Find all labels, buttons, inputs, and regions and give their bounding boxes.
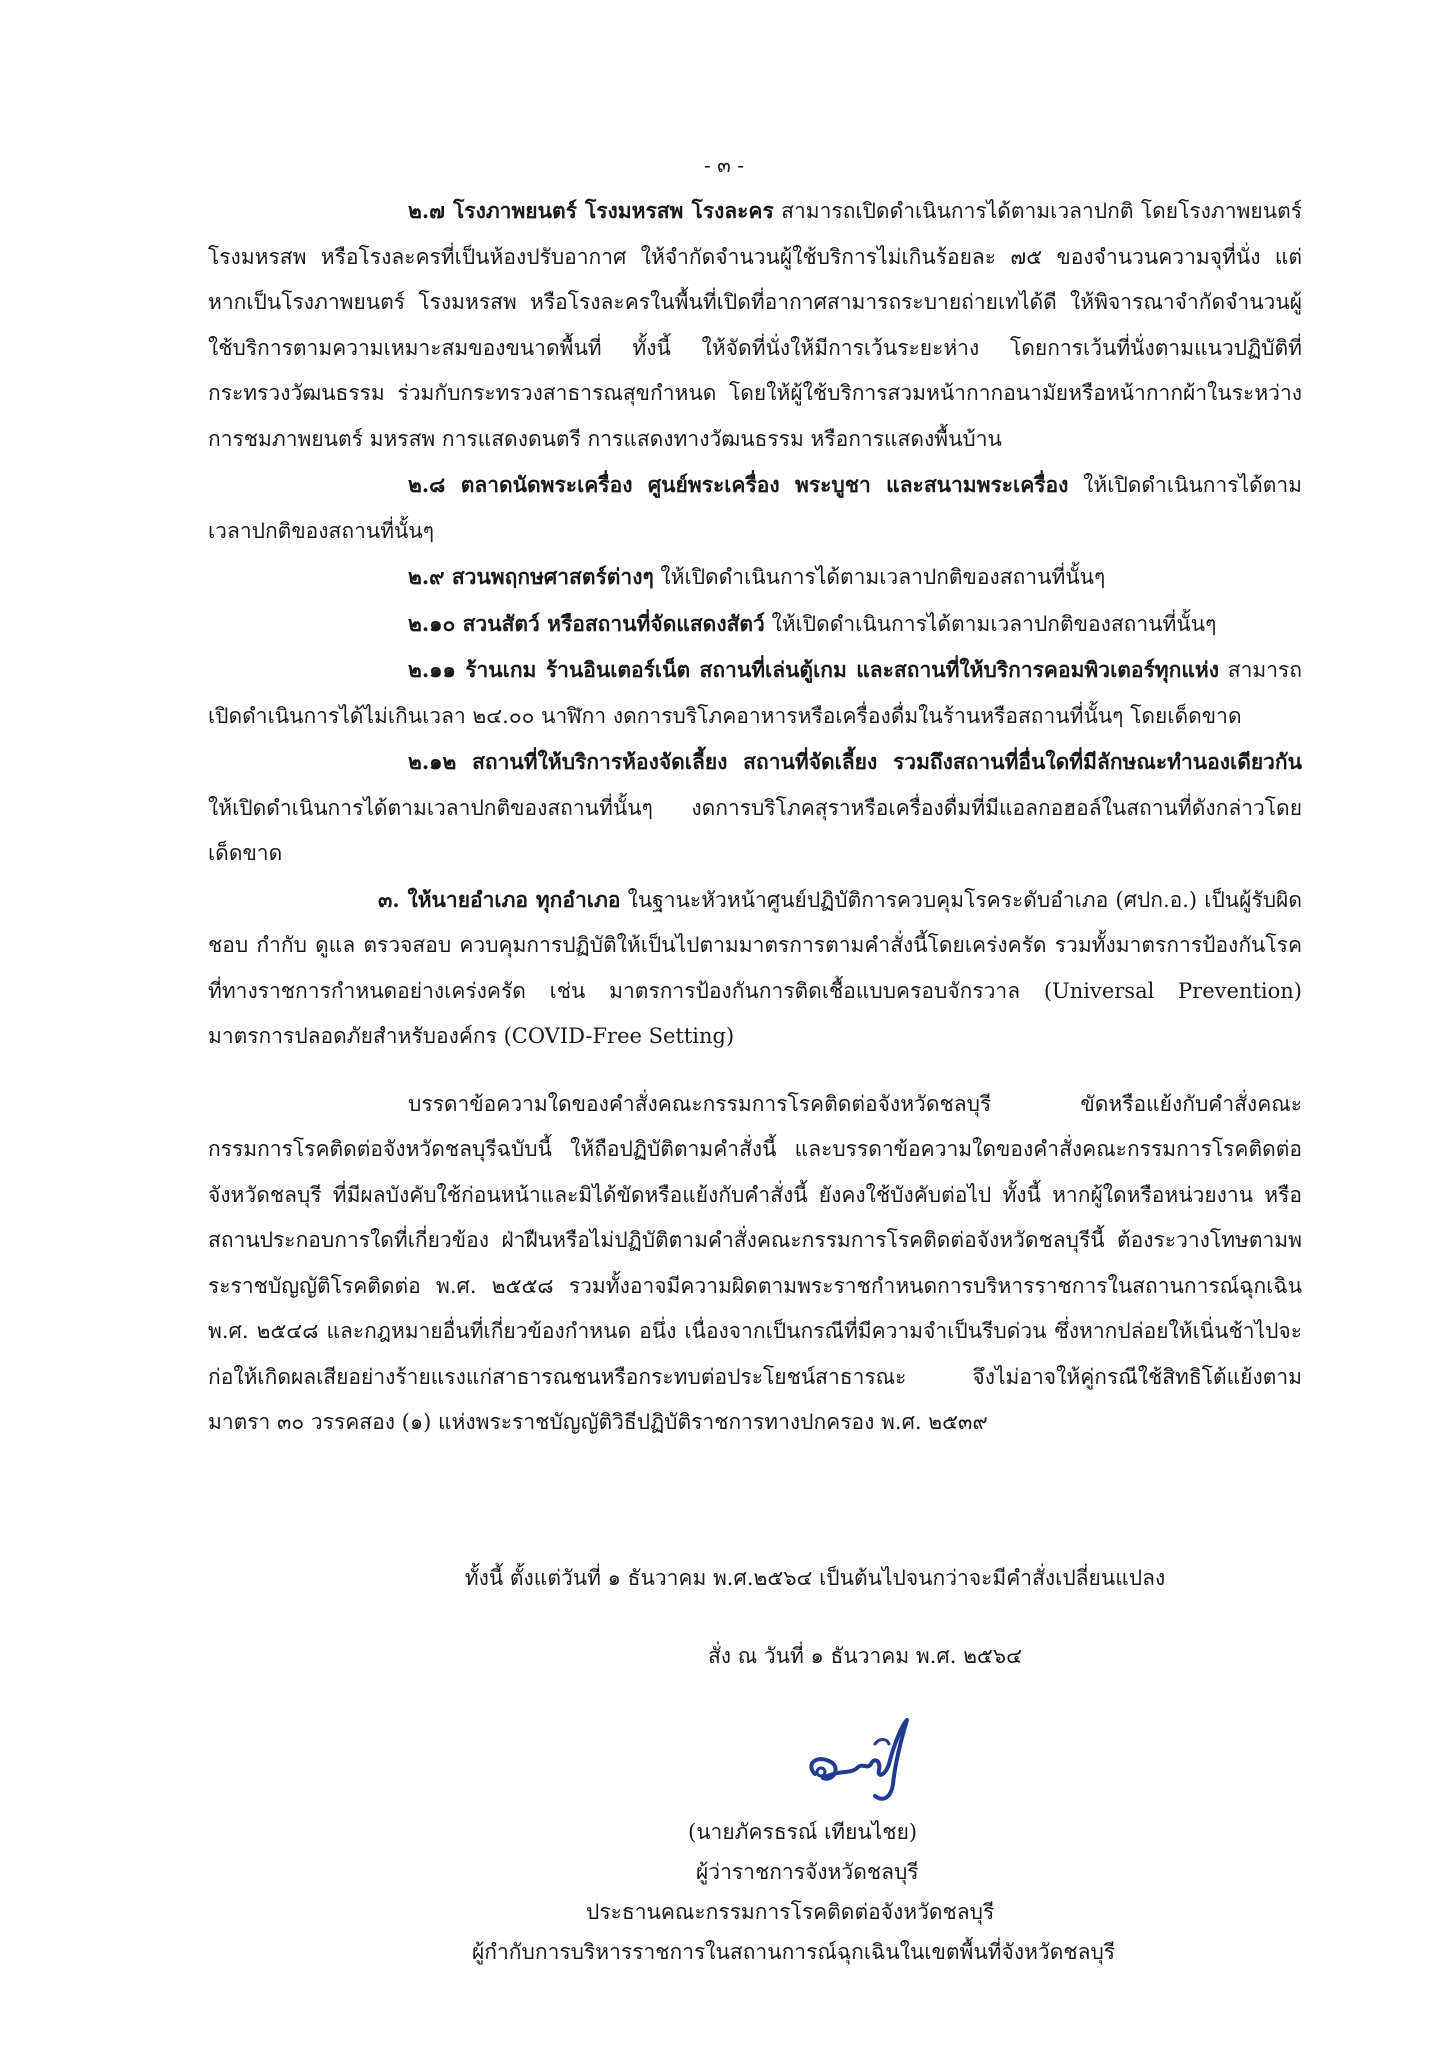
section-2-11-heading: ๒.๑๑ ร้านเกม ร้านอินเตอร์เน็ต สถานที่เล่นตู้เกม และสถานที่ให้บริการคอมพิวเตอร์ทุกแห่ง xyxy=(408,657,1219,682)
order-date-line: สั่ง ณ วันที่ ๑ ธันวาคม พ.ศ. ๒๕๖๔ xyxy=(707,1644,1023,1668)
signatory-name: (นายภัครธรณ์ เทียนไชย) xyxy=(688,1820,918,1844)
signature-block xyxy=(420,1812,1380,1972)
section-2-9-text: ให้เปิดดำเนินการได้ตามเวลาปกติของสถานที่นั้นๆ xyxy=(653,565,1106,589)
section-2-10 xyxy=(208,601,1302,648)
section-2-7-text: สามารถเปิดดำเนินการได้ตามเวลาปกติ โดยโรงภาพยนตร์ โรงมหรสพ หรือโรงละครที่เป็นห้องปรับอากาศ ให้จำกัดจำนวนผู้ใช้บริการไม่เกินร้อยละ ๗๕ ของจำนวนความจุที่นั่ง แต่หากเป็นโรงภาพยนตร์ โรงมหรสพ หรือโรงละครในพื้นที่เปิดที่อากาศสามารถระบายถ่ายเทได้ดี ให้พิจารณาจำกัดจำนวนผู้ใช้บริการตามความเหมาะสมของขนาดพื้นที่ ทั้งนี้ ให้จัดที่นั่งให้มีการเว้นระยะห่าง โดยการเว้นที่นั่งตามแนวปฏิบัติที่กระทรวงวัฒนธรรม ร่วมกับกระทรวงสาธารณสุขกำหนด โดยให้ผู้ใช้บริการสวมหน้ากากอนามัยหรือหน้ากากผ้าในระหว่างการชมภาพยนตร์ มหรสพ การแสดงดนตรี การแสดงทางวัฒนธรรม หรือการแสดงพื้นบ้าน xyxy=(208,199,1302,451)
section-2-7 xyxy=(208,188,1302,462)
page-number: - ๓ - xyxy=(704,153,744,177)
section-2-7-heading: ๒.๗ โรงภาพยนตร์ โรงมหรสพ โรงละคร xyxy=(408,198,774,223)
closing-paragraph: บรรดาข้อความใดของคำสั่งคณะกรรมการโรคติดต่อจังหวัดชลบุรี ขัดหรือแย้งกับคำสั่งคณะกรรมการโรคติดต่อจังหวัดชลบุรีฉบับนี้ ให้ถือปฏิบัติตามคำสั่งนี้ และบรรดาข้อความใดของคำสั่งคณะกรรมการโรคติดต่อจังหวัดชลบุรี ที่มีผลบังคับใช้ก่อนหน้าและมิได้ขัดหรือแย้งกับคำสั่งนี้ ยังคงใช้บังคับต่อไป ทั้งนี้ หากผู้ใดหรือหน่วยงาน หรือสถานประกอบการใดที่เกี่ยวข้อง ฝ่าฝืนหรือไม่ปฏิบัติตามคำสั่งคณะกรรมการโรคติดต่อจังหวัดชลบุรีนี้ ต้องระวางโทษตามพระราชบัญญัติโรคติดต่อ พ.ศ. ๒๕๕๘ รวมทั้งอาจมีความผิดตามพระราชกำหนดการบริหารราชการในสถานการณ์ฉุกเฉิน พ.ศ. ๒๕๔๘ และกฎหมายอื่นที่เกี่ยวข้องกำหนด อนึ่ง เนื่องจากเป็นกรณีที่มีความจำเป็นรีบด่วน ซึ่งหากปล่อยให้เนิ่นช้าไปจะก่อให้เกิดผลเสียอย่างร้ายแรงแก่สาธารณชนหรือกระทบต่อประโยชน์สาธารณะ จึงไม่อาจให้คู่กรณีใช้สิทธิโต้แย้งตามมาตรา ๓๐ วรรคสอง (๑) แห่งพระราชบัญญัติวิธีปฏิบัติราชการทางปกครอง พ.ศ. ๒๕๓๙ xyxy=(208,1091,1302,1434)
section-2-11 xyxy=(208,647,1302,739)
section-2-12-heading: ๒.๑๒ สถานที่ให้บริการห้องจัดเลี้ยง สถานที่จัดเลี้ยง รวมถึงสถานที่อื่นใดที่มีลักษณะทำนองเดียวกัน xyxy=(408,749,1302,774)
paragraph-spacer xyxy=(208,1060,1302,1082)
effective-date-line: ทั้งนี้ ตั้งแต่วันที่ ๑ ธันวาคม พ.ศ.๒๕๖๔ เป็นต้นไปจนกว่าจะมีคำสั่งเปลี่ยนแปลง xyxy=(464,1566,1166,1590)
section-3-text: ในฐานะหัวหน้าศูนย์ปฏิบัติการควบคุมโรคระดับอำเภอ (ศปก.อ.) เป็นผู้รับผิดชอบ กำกับ ดูแล ตรวจสอบ ควบคุมการปฏิบัติให้เป็นไปตามมาตรการตามคำสั่งนี้โดยเคร่งครัด รวมทั้งมาตรการป้องกันโรคที่ทางราชการกำหนดอย่างเคร่งครัด เช่น มาตรการป้องกันการติดเชื้อแบบครอบจักรวาล (Universal Prevention) มาตรการปลอดภัยสำหรับองค์กร (COVID-Free Setting) xyxy=(208,887,1302,1048)
section-2-10-text: ให้เปิดดำเนินการได้ตามเวลาปกติของสถานที่นั้นๆ xyxy=(764,611,1217,636)
section-2-11-text: สามารถเปิดดำเนินการได้ไม่เกินเวลา ๒๔.๐๐ นาฬิกา งดการบริโภคอาหารหรือเครื่องดื่มในร้านหรือสถานที่นั้นๆ โดยเด็ดขาด xyxy=(208,658,1302,728)
section-2-9-heading: ๒.๙ สวนพฤกษศาสตร์ต่างๆ xyxy=(408,564,654,589)
signatory-title-governor: ผู้ว่าราชการจังหวัดชลบุรี xyxy=(696,1860,919,1884)
section-2-9 xyxy=(208,554,1302,601)
section-2-12-text: ให้เปิดดำเนินการได้ตามเวลาปกติของสถานที่นั้นๆ งดการบริโภคสุราหรือเครื่องดื่มที่มีแอลกอฮอล์ในสถานที่ดังกล่าวโดยเด็ดขาด xyxy=(208,795,1302,865)
section-2-8-heading: ๒.๘ ตลาดนัดพระเครื่อง ศูนย์พระเครื่อง พระบูชา และสนามพระเครื่อง xyxy=(408,472,1069,497)
section-2-10-heading: ๒.๑๐ สวนสัตว์ หรือสถานที่จัดแสดงสัตว์ xyxy=(408,610,765,636)
section-2-12 xyxy=(208,739,1302,877)
signatory-title-committee-chair: ประธานคณะกรรมการโรคติดต่อจังหวัดชลบุรี xyxy=(586,1900,995,1924)
section-3 xyxy=(208,877,1302,1060)
section-2-8-text: ให้เปิดดำเนินการได้ตามเวลาปกติของสถานที่นั้นๆ xyxy=(208,473,1302,543)
section-2-8 xyxy=(208,462,1302,554)
signatory-title-emergency-director: ผู้กำกับการบริหารราชการในสถานการณ์ฉุกเฉินในเขตพื้นที่จังหวัดชลบุรี xyxy=(472,1940,1116,1964)
document-body xyxy=(208,188,1302,1446)
section-3-heading: ๓. ให้นายอำเภอ ทุกอำเภอ xyxy=(378,886,621,912)
handwritten-signature xyxy=(775,1704,935,1808)
